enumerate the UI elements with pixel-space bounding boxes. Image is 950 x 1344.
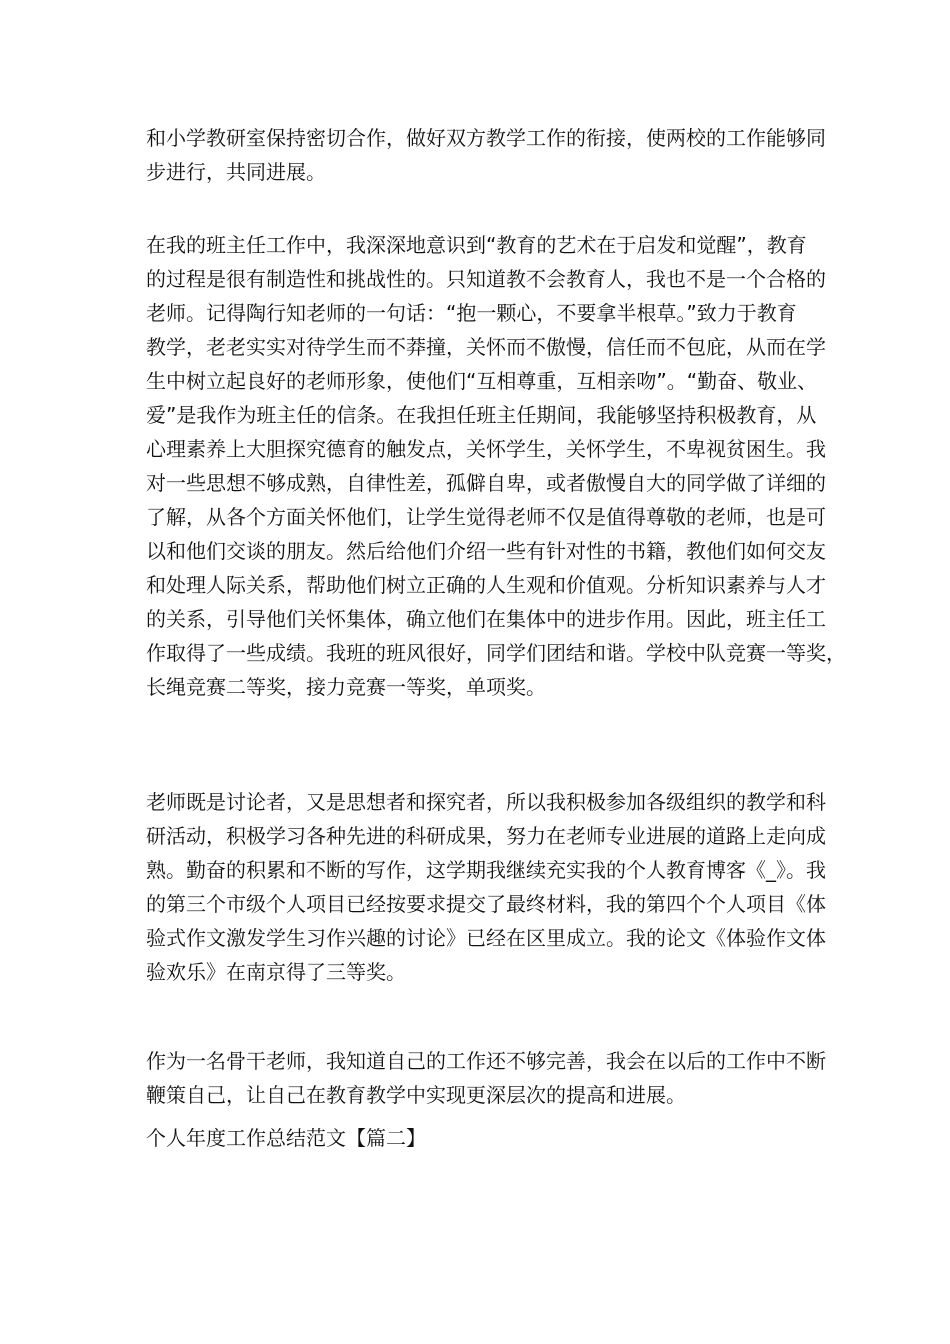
heading-text: 个人年度工作总结范文【篇二】 [146, 1126, 426, 1150]
text-line: 教学，老老实实对待学生而不莽撞，关怀而不傲慢，信任而不包庇，从而在学 [146, 335, 826, 359]
text-line: 了解，从各个方面关怀他们，让学生觉得老师不仅是值得尊敬的老师，也是可 [146, 505, 826, 529]
text-line: 的过程是很有制造性和挑战性的。只知道教不会教育人，我也不是一个合格的 [146, 267, 826, 291]
text-line: 的第三个市级个人项目已经按要求提交了最终材料，我的第四个个人项目《体 [146, 892, 826, 916]
text-line: 心理素养上大胆探究德育的触发点，关怀学生，关怀学生，不卑视贫困生。我 [146, 437, 826, 461]
paragraph-1 [146, 121, 826, 189]
section-heading [146, 1121, 811, 1155]
text-line: 鞭策自己，让自己在教育教学中实现更深层次的提高和进展。 [146, 1083, 686, 1107]
text-line: 研活动，积极学习各种先进的科研成果，努力在老师专业进展的道路上走向成 [146, 824, 826, 848]
paragraph-3 [146, 785, 826, 989]
text-line: 老师。记得陶行知老师的一句话：“抱一颗心，不要拿半根草。”致力于教育 [146, 301, 797, 325]
text-line: 对一些思想不够成熟，自律性差，孤僻自卑，或者傲慢自大的同学做了详细的 [146, 471, 826, 495]
text-line: 长绳竞赛二等奖，接力竞赛一等奖，单项奖。 [146, 675, 546, 699]
text-line: 熟。勤奋的积累和不断的写作，这学期我继续充实我的个人教育博客《_》。我 [146, 858, 826, 882]
text-line: 作取得了一些成绩。我班的班风很好，同学们团结和谐。学校中队竞赛一等奖， [146, 641, 846, 665]
text-line: 爱”是我作为班主任的信条。在我担任班主任期间，我能够坚持积极教育，从 [146, 403, 817, 427]
text-line: 验欢乐》在南京得了三等奖。 [146, 960, 406, 984]
text-line: 的关系，引导他们关怀集体，确立他们在集体中的进步作用。因此，班主任工 [146, 607, 826, 631]
text-line: 老师既是讨论者，又是思想者和探究者，所以我积极参加各级组织的教学和科 [146, 790, 826, 814]
paragraph-4 [146, 1044, 826, 1112]
text-line: 步进行，共同进展。 [146, 160, 326, 184]
text-line: 验式作文激发学生习作兴趣的讨论》已经在区里成立。我的论文《体验作文体 [146, 926, 826, 950]
text-line: 以和他们交谈的朋友。然后给他们介绍一些有针对性的书籍，教他们如何交友 [146, 539, 826, 563]
text-line: 在我的班主任工作中，我深深地意识到“教育的艺术在于启发和觉醒”，教育 [146, 233, 807, 257]
text-line: 和处理人际关系，帮助他们树立正确的人生观和价值观。分析知识素养与人才 [146, 573, 826, 597]
text-line: 作为一名骨干老师，我知道自己的工作还不够完善，我会在以后的工作中不断 [146, 1049, 826, 1073]
text-line: 生中树立起良好的老师形象，使他们“互相尊重，互相亲吻”。“勤奋、敬业、 [146, 369, 818, 393]
paragraph-2 [146, 228, 846, 704]
text-line: 和小学教研室保持密切合作，做好双方教学工作的衔接，使两校的工作能够同 [146, 126, 826, 150]
